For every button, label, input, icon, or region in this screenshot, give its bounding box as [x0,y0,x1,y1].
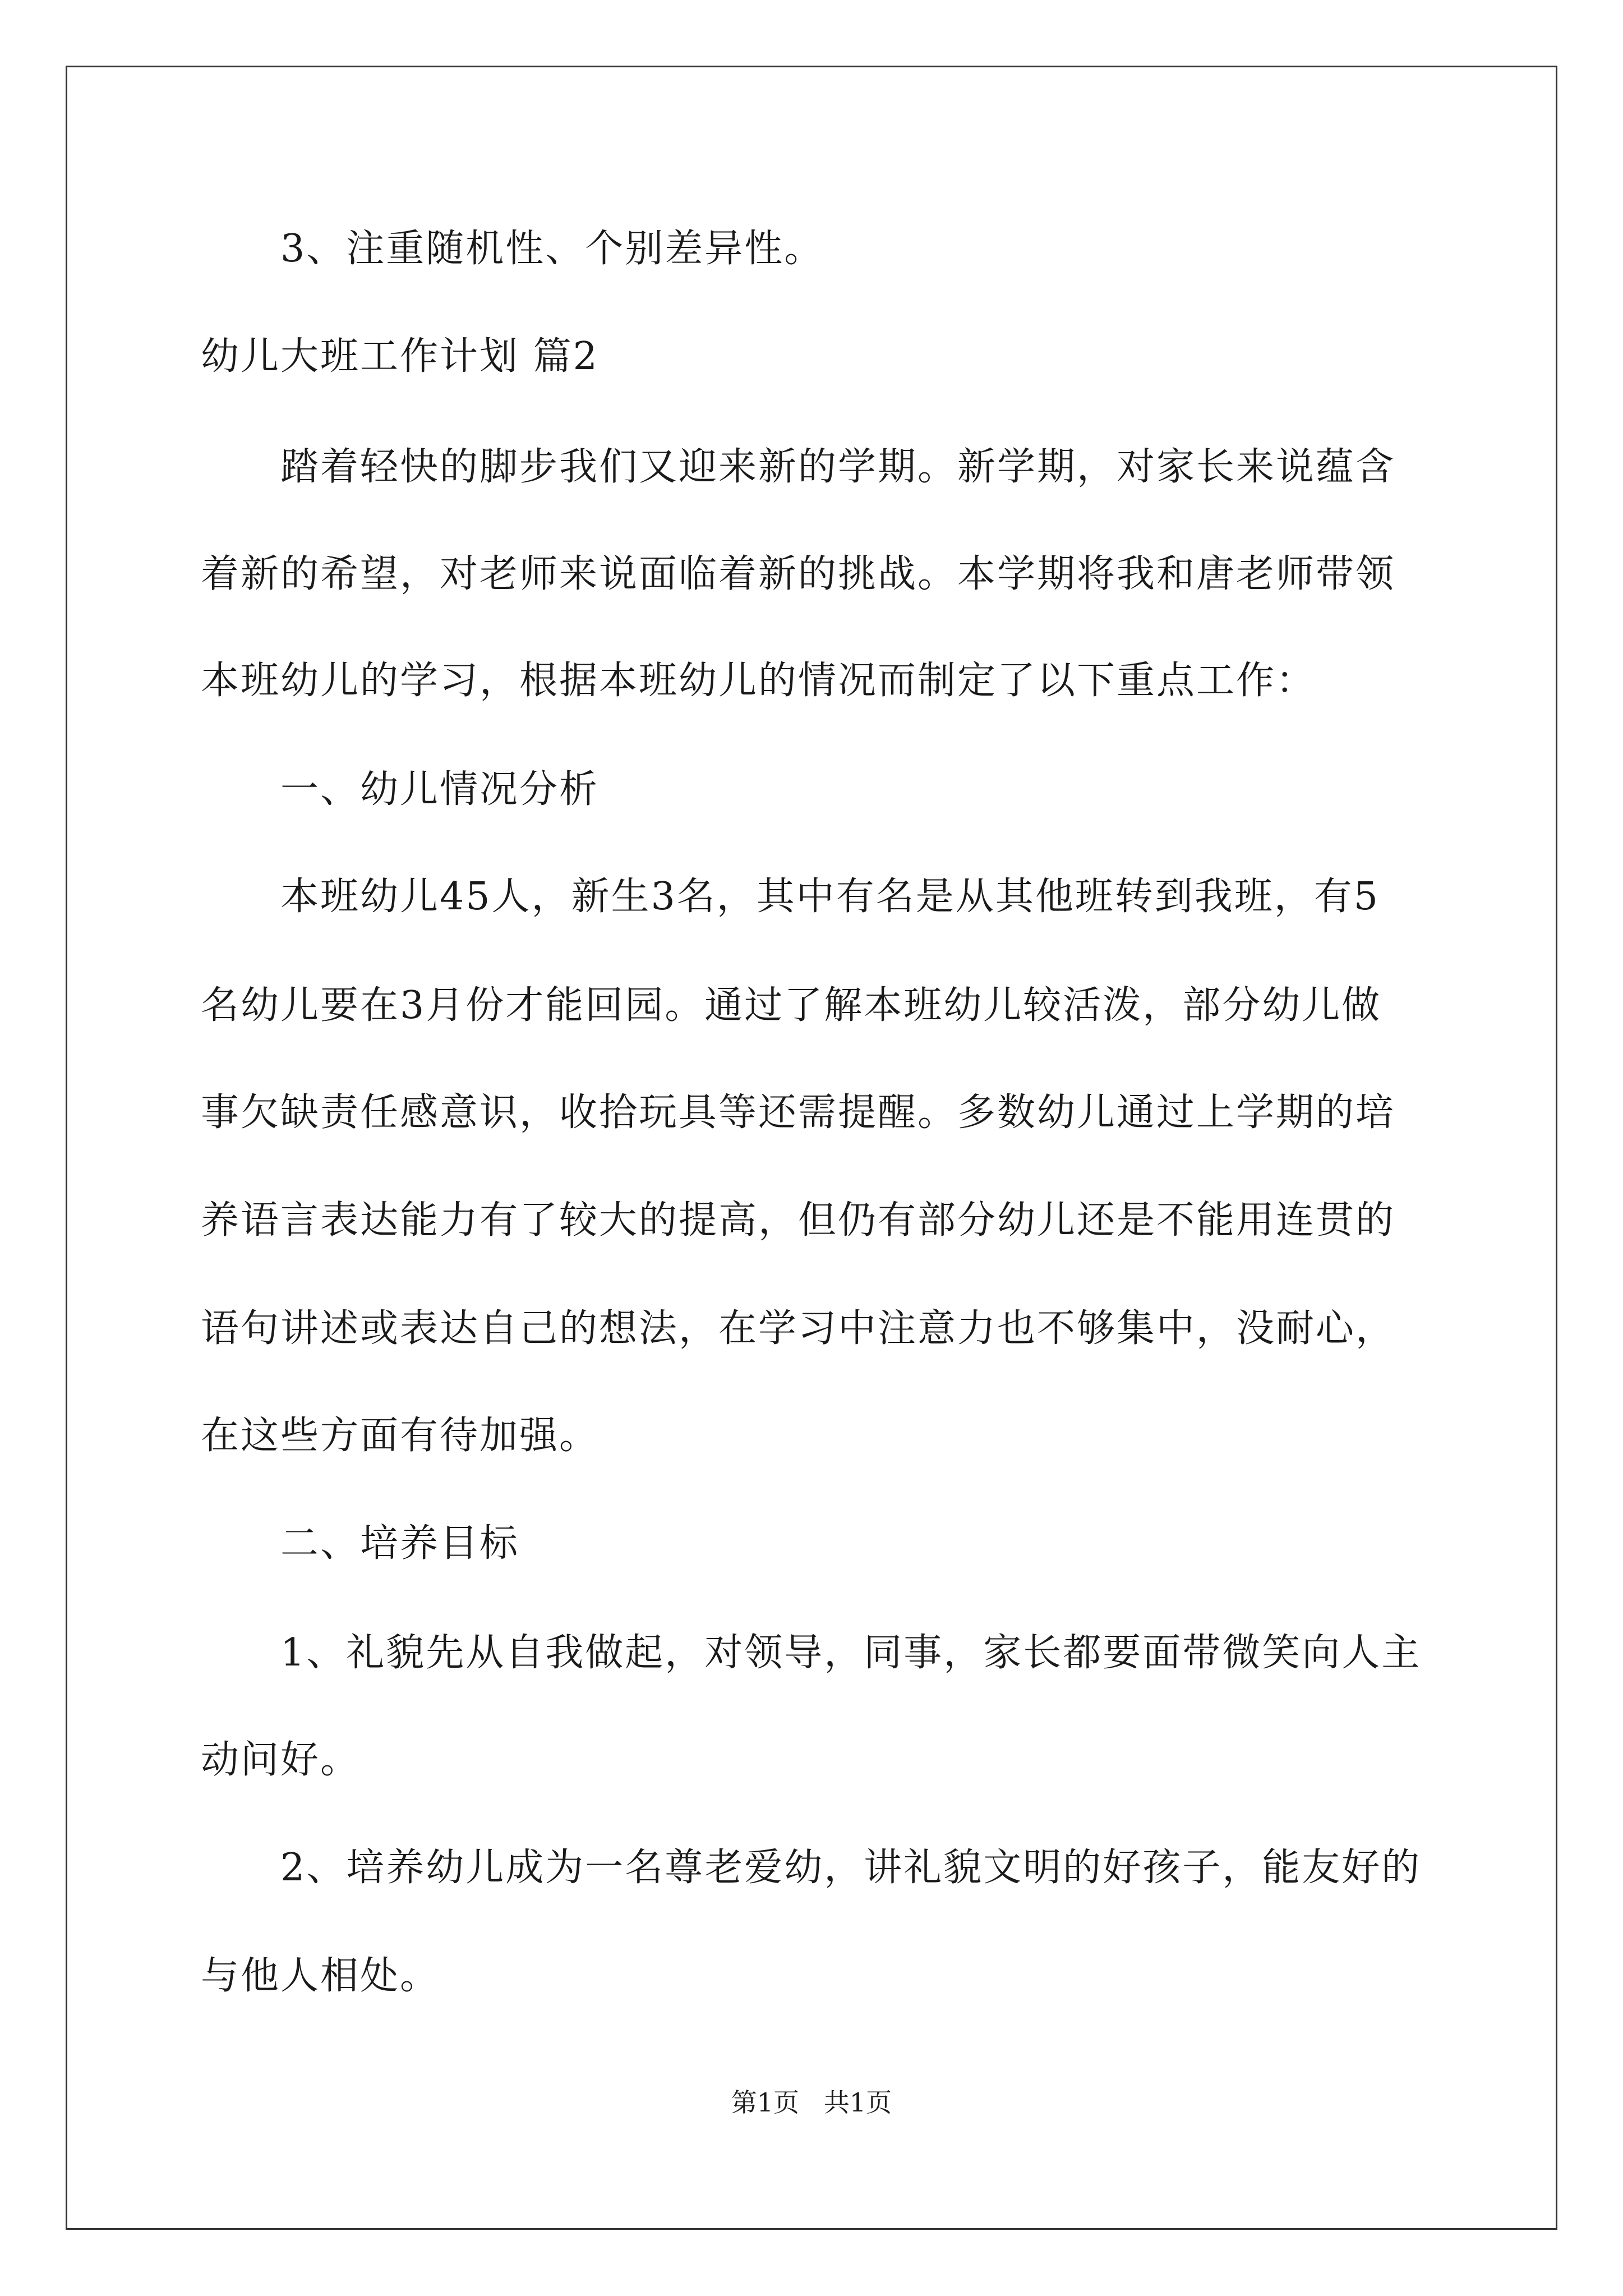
paragraph-line: 名幼儿要在3月份才能回园。通过了解本班幼儿较活泼，部分幼儿做 [201,983,1382,1028]
paragraph-line: 与他人相处。 [201,1954,440,1998]
paragraph-line: 2、培养幼儿成为一名尊老爱幼，讲礼貌文明的好孩子，能友好的 [280,1846,1422,1890]
page-border [66,66,1557,2230]
page-number-footer: 第1页 共1页 [731,2087,892,2118]
paragraph-line: 本班幼儿的学习，根据本班幼儿的情况而制定了以下重点工作： [201,659,1316,703]
paragraph-line: 养语言表达能力有了较大的提高，但仍有部分幼儿还是不能用连贯的 [201,1198,1396,1243]
paragraph-line: 着新的希望，对老师来说面临着新的挑战。本学期将我和唐老师带领 [201,552,1396,596]
heading-training-goals: 二、培养目标 [280,1521,520,1566]
paragraph-line: 事欠缺责任感意识，收拾玩具等还需提醒。多数幼儿通过上学期的培 [201,1091,1396,1135]
paragraph-line: 本班幼儿45人，新生3名，其中有名是从其他班转到我班，有5 [280,875,1380,919]
list-item-note-3: 3、注重随机性、个别差异性。 [280,227,824,271]
heading-child-analysis: 一、幼儿情况分析 [280,767,600,812]
section-title: 幼儿大班工作计划 篇2 [201,334,599,379]
paragraph-line: 在这些方面有待加强。 [201,1414,600,1458]
paragraph-line: 1、礼貌先从自我做起，对领导，同事，家长都要面带微笑向人主 [280,1631,1422,1675]
paragraph-line: 动问好。 [201,1738,361,1782]
paragraph-line: 踏着轻快的脚步我们又迎来新的学期。新学期，对家长来说蕴含 [280,445,1396,489]
paragraph-line: 语句讲述或表达自己的想法，在学习中注意力也不够集中，没耐心， [201,1306,1396,1351]
